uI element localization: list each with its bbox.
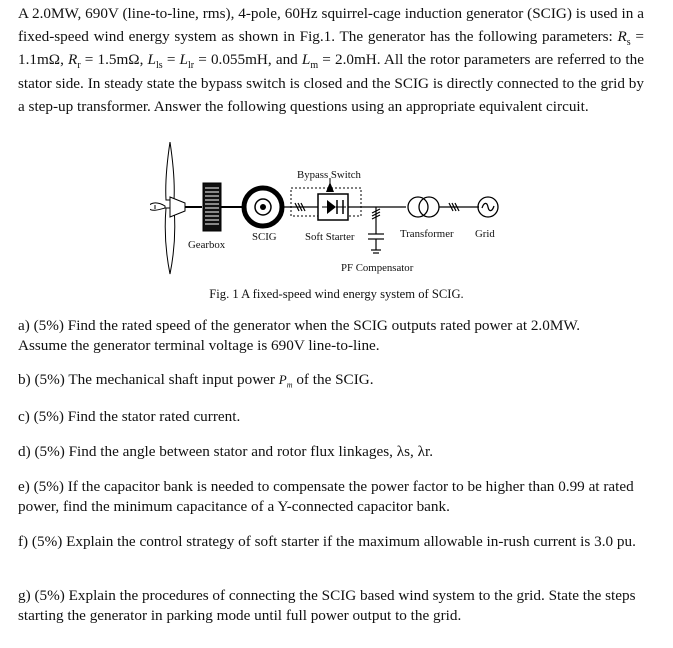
pm-subscript: m [286, 380, 293, 390]
intro-text: A 2.0MW, 690V (line-to-line, rms), 4-pole, 60Hz squirrel-cage induction generator (SCIG) is used in a fixed-speed wind energy system as shown in Fig.1. The generator has the following parameters: [18, 5, 644, 46]
soft-starter-icon [318, 194, 348, 220]
lm-value: = 2.0mH. [318, 51, 381, 69]
pm-symbol [278, 372, 293, 390]
gearbox-icon [185, 183, 242, 231]
transformer-label: Transformer [400, 228, 454, 240]
transformer-icon [408, 197, 439, 217]
question-g: g) (5%) Explain the procedures of connecting the SCIG based wind system to the grid. State the steps starting the generator in parking mode until full power output to the grid. [18, 587, 636, 624]
llr-value: = 0.055mH, and [194, 51, 302, 69]
rr-symbol: R [68, 51, 78, 69]
pf-compensator-icon [368, 207, 384, 253]
lls-subscript: ls [156, 60, 163, 72]
question-b-text-end: of the SCIG. [292, 371, 374, 388]
question-b [18, 370, 648, 396]
lls-symbol: L [147, 51, 156, 69]
question-a-line1: a) (5%) Find the rated speed of the generator when the SCIG outputs rated power at 2.0MW. [18, 317, 581, 334]
grid-line [439, 203, 479, 211]
question-a [18, 316, 648, 356]
question-d: d) (5%) Find the angle between stator and rotor flux linkages, λs, λr. [18, 443, 433, 460]
question-e: e) (5%) If the capacitor bank is needed to compensate the power factor to be higher than 0.99 at rated power, find the minimum capacitance of a Y-connected capacitor bank. [18, 478, 634, 515]
pf-compensator-label: PF Compensator [341, 262, 414, 274]
scig-label: SCIG [252, 231, 277, 243]
question-b-text: b) (5%) The mechanical shaft input power [18, 371, 279, 388]
rr-value: = 1.5mΩ, [80, 51, 148, 69]
pm-letter: P [278, 372, 287, 387]
intro-text-2: All the rotor parameters are referred to the stator side. In steady state the bypass switch is closed and the SCIG is directly connected to the grid by a step-up transformer. Answer the following questions using an appropriate equivalent circuit. [18, 51, 644, 115]
llr-subscript: lr [187, 60, 195, 72]
rs-symbol: R [617, 28, 627, 46]
rs-value: = 1.1mΩ, [18, 28, 644, 69]
grid-source-icon [478, 197, 498, 217]
bypass-switch-label: Bypass Switch [297, 169, 361, 181]
scig-icon [244, 188, 282, 226]
question-a-line2: Assume the generator terminal voltage is 690V line-to-line. [18, 337, 380, 354]
llr-symbol: L [179, 51, 188, 69]
question-f: f) (5%) Explain the control strategy of soft starter if the maximum allowable in-rush current is 3.0 pu. [18, 533, 636, 550]
rr-subscript: r [77, 60, 81, 72]
question-c: c) (5%) Find the stator rated current. [18, 408, 241, 425]
lm-symbol: L [301, 51, 311, 69]
wind-turbine-icon [150, 142, 185, 274]
wind-system-diagram [150, 142, 530, 277]
soft-starter-label: Soft Starter [305, 231, 355, 243]
figure-caption: Fig. 1 A fixed-speed wind energy system of SCIG. [209, 287, 464, 301]
gearbox-label: Gearbox [188, 239, 226, 251]
rs-subscript: s [626, 37, 631, 49]
problem-statement [18, 2, 644, 118]
lls-equals: = [162, 51, 180, 69]
grid-label: Grid [475, 228, 495, 240]
lm-subscript: m [310, 60, 319, 72]
diagram-svg [150, 142, 530, 277]
